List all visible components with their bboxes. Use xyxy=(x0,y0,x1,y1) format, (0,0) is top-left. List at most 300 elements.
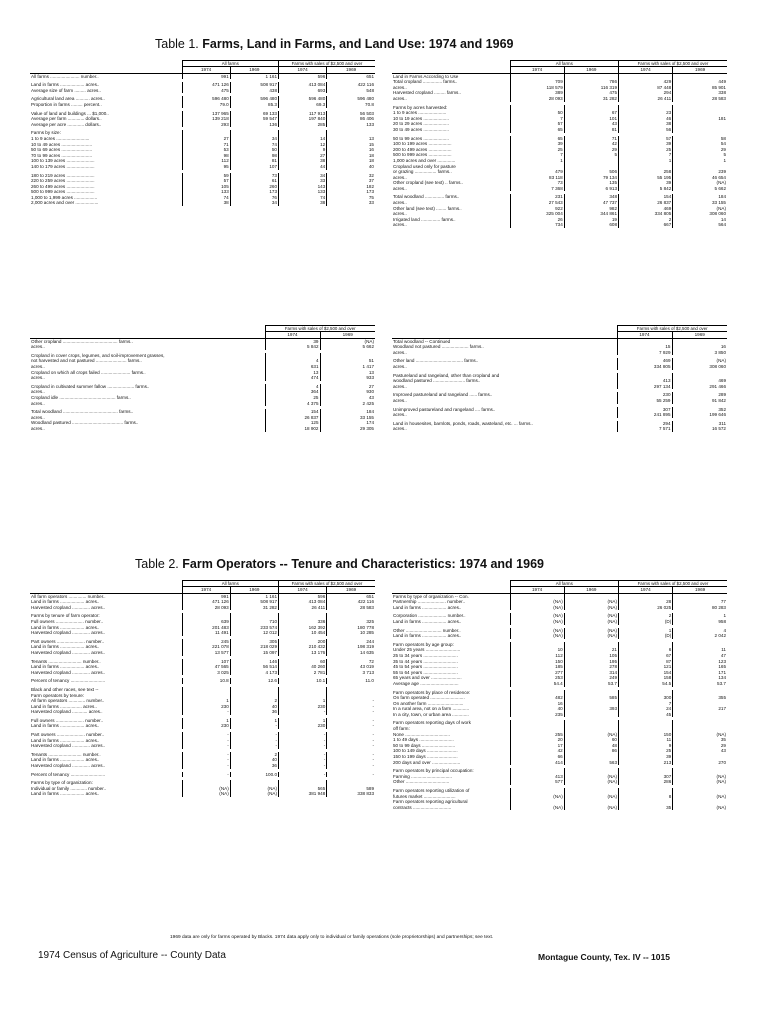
row-label: Other ............................ number.. xyxy=(393,627,461,633)
row-label: acres.. xyxy=(31,363,45,369)
cell-value: 40 xyxy=(327,164,375,170)
cell-value: 2 042 xyxy=(673,633,727,639)
cell-value: 3 713 xyxy=(327,670,375,676)
row-label: acres.. xyxy=(393,412,407,418)
cell-value: 325 004 xyxy=(510,211,564,217)
cell-value: 260 xyxy=(230,184,278,190)
cell-value: (NA) xyxy=(564,633,618,639)
cell-value: 1 161 xyxy=(230,593,278,599)
cell-value: 596 480 xyxy=(327,96,375,102)
row-label: Value of land and buildings ... $1,000.. xyxy=(31,110,109,116)
row-label: None ................................... xyxy=(393,731,450,737)
year-header: 1974 xyxy=(619,67,673,74)
cell-value: (NA) xyxy=(230,791,278,797)
row-label: 200 to 499 acres .................. xyxy=(393,146,452,152)
cell-value: 139 218 xyxy=(182,116,230,122)
table1-title xyxy=(155,37,513,51)
cell-value: 33 155 xyxy=(320,415,375,421)
cell-value: 105 xyxy=(182,184,230,190)
cell-value: 34 xyxy=(230,136,278,142)
cell-value: 469 xyxy=(672,378,727,384)
cell-value: 8 xyxy=(619,794,673,800)
cell-value: 651 xyxy=(327,593,375,599)
cell-value: 182 xyxy=(327,184,375,190)
cell-value: 50 xyxy=(510,110,564,116)
cell-value: 200 xyxy=(279,639,327,645)
cell-value: 57 xyxy=(510,121,564,127)
table-row xyxy=(30,791,375,797)
cell-value: 112 xyxy=(510,653,564,659)
row-label: Part owners ...................... number.. xyxy=(31,638,105,644)
cell-value: 201 483 xyxy=(182,625,230,631)
cell-value: 3 025 xyxy=(182,670,230,676)
cell-value: (NA) xyxy=(510,599,564,605)
cell-value: 118 579 xyxy=(510,85,564,91)
cell-value: 230 xyxy=(182,704,230,710)
cell-value: 195 xyxy=(564,659,618,665)
cell-value: 25 xyxy=(510,147,564,153)
cell-value: 1 161 xyxy=(230,73,278,79)
cell-value: 293 xyxy=(182,122,230,128)
cell-value: 3 850 xyxy=(672,350,727,356)
cell-value: 174 xyxy=(320,420,375,426)
row-label: Land in farms ................... acres.. xyxy=(31,791,100,797)
cell-value: (NA) xyxy=(673,779,727,785)
cell-value: 181 xyxy=(673,116,727,122)
cell-value: 36 xyxy=(230,763,278,769)
table1-lower-right-panel xyxy=(392,325,727,432)
year-header: 1969 xyxy=(230,67,278,74)
cell-value: (NA) xyxy=(510,628,564,634)
cell-value: 69 133 xyxy=(230,111,278,117)
cell-value: 26 837 xyxy=(265,415,320,421)
cell-value: 1 xyxy=(230,718,278,724)
cell-value: - xyxy=(182,732,230,738)
cell-value: 311 xyxy=(672,421,727,427)
cell-value: (NA) xyxy=(510,619,564,625)
cell-value: 235 xyxy=(510,712,564,718)
cell-value: 81 xyxy=(564,127,618,133)
cell-value: 438 xyxy=(230,88,278,94)
row-label: acres.. xyxy=(31,414,45,420)
row-label: 35 to 44 years ........................... xyxy=(393,658,458,664)
cell-value: 43 019 xyxy=(327,664,375,670)
row-label: Land in housesites, barnlots, ponds, roads, wasteland, etc. ... farms.. xyxy=(393,420,533,426)
table-row xyxy=(392,222,727,228)
cell-value: 12.6 xyxy=(230,678,278,684)
cell-value: 107 xyxy=(182,659,230,665)
cell-value: - xyxy=(327,772,375,778)
cell-value: 25 xyxy=(619,748,673,754)
cell-value: 28 xyxy=(619,599,673,605)
cell-value: 13 577 xyxy=(182,650,230,656)
cell-value: 117 913 xyxy=(279,111,327,117)
row-label: Total woodland -- Continued xyxy=(393,338,451,344)
cell-value: (NA) xyxy=(673,732,727,738)
cell-value: - xyxy=(279,709,327,715)
cell-value: 11.0 xyxy=(327,678,375,684)
cell-value: 218 029 xyxy=(230,644,278,650)
cell-value: - xyxy=(327,732,375,738)
header-spacer xyxy=(30,587,182,594)
cell-value: 469 xyxy=(619,206,673,212)
cell-value: 471 126 xyxy=(182,82,230,88)
cell-value: 69.3 xyxy=(279,102,327,108)
cell-value: 43 xyxy=(673,748,727,754)
cell-value: 475 xyxy=(564,90,618,96)
cell-value: (NA) xyxy=(564,774,618,780)
cell-value: 39 xyxy=(265,338,320,344)
row-label: 500 to 999 acres ...................... xyxy=(31,189,95,195)
cell-value: 38 xyxy=(619,121,673,127)
cell-value: 210 432 xyxy=(279,644,327,650)
row-label: 10 to 49 acres ........................ xyxy=(31,141,93,147)
cell-value: 344 861 xyxy=(564,211,618,217)
cell-value: - xyxy=(279,772,327,778)
cell-value: - xyxy=(327,723,375,729)
year-header: 1974 xyxy=(279,587,327,594)
cell-value: 5 xyxy=(673,152,727,158)
header-spacer xyxy=(392,587,510,594)
cell-value: 76 xyxy=(230,195,278,201)
row-label: acres.. xyxy=(393,211,407,217)
cell-value: 133 xyxy=(327,122,375,128)
cell-value: 325 xyxy=(327,619,375,625)
row-label: Black and other races, see text -- xyxy=(31,686,99,692)
cell-value: 5 842 xyxy=(619,186,673,192)
cell-value: 286 xyxy=(619,779,673,785)
table2-title-lead: Table 2. xyxy=(135,557,179,571)
group-header: All farms xyxy=(510,61,619,67)
group-header: Farms with sales of $2,500 and over xyxy=(619,581,728,587)
cell-value: 13 176 xyxy=(279,650,327,656)
cell-value: 608 xyxy=(564,222,618,228)
cell-value: 33 xyxy=(279,178,327,184)
cell-value: 35 xyxy=(619,805,673,811)
cell-value: - xyxy=(327,718,375,724)
cell-value: 348 xyxy=(564,194,618,200)
row-label: 1 to 9 acres ...................... xyxy=(393,110,447,116)
cell-value: 47 737 xyxy=(564,200,618,206)
row-label: woodland pastured ......................... farms.. xyxy=(393,378,481,384)
cell-value: - xyxy=(279,732,327,738)
cell-value: 34 xyxy=(279,173,327,179)
cell-value: 37 xyxy=(327,178,375,184)
cell-value: 475 xyxy=(182,88,230,94)
cell-value: 13 xyxy=(327,136,375,142)
cell-value: 143 xyxy=(279,184,327,190)
cell-value: 26 411 xyxy=(279,605,327,611)
cell-value: (NA) xyxy=(320,338,375,344)
table2-left-panel xyxy=(30,580,375,797)
header-spacer xyxy=(392,67,510,74)
cell-value: 54.5 xyxy=(619,681,673,687)
cell-value: 585 xyxy=(564,695,618,701)
cell-value: 4 xyxy=(265,358,320,364)
cell-value: 334 805 xyxy=(617,364,672,370)
cell-value: 13 xyxy=(265,370,320,376)
cell-value: 413 084 xyxy=(279,82,327,88)
cell-value: 27 xyxy=(279,153,327,159)
year-header: 1969 xyxy=(673,587,727,594)
year-header: 1969 xyxy=(564,587,618,594)
cell-value: 116 319 xyxy=(564,85,618,91)
cell-value: 414 xyxy=(510,760,564,766)
cell-value: 72 xyxy=(327,659,375,665)
cell-value: 308 060 xyxy=(672,364,727,370)
cell-value: 173 xyxy=(327,189,375,195)
cell-value: 297 134 xyxy=(617,384,672,390)
cell-value: 39 xyxy=(510,141,564,147)
year-header: 1969 xyxy=(673,67,727,74)
footnote: 1969 data are only for farms operated by Blacks. 1974 data apply only to individual or family operations (sole proprietorships) and partnerships; see text. xyxy=(170,935,494,940)
cell-value: 305 xyxy=(230,639,278,645)
cell-value: (NA) xyxy=(564,613,618,619)
cell-value: 6 913 xyxy=(564,186,618,192)
cell-value: 86 406 xyxy=(327,116,375,122)
year-header: 1969 xyxy=(327,587,375,594)
cell-value: 14 xyxy=(279,136,327,142)
cell-value: 162 392 xyxy=(279,625,327,631)
row-label: On farm operated ........................... xyxy=(393,695,465,701)
cell-value: 146 xyxy=(230,659,278,665)
row-label: Farm operators by tenure: xyxy=(31,692,85,698)
cell-value: 1 xyxy=(619,158,673,164)
row-label: Farm operators by principal occupation: xyxy=(393,768,474,774)
cell-value: 35 xyxy=(673,737,727,743)
cell-value: 60 xyxy=(279,659,327,665)
cell-value: 40 xyxy=(230,757,278,763)
cell-value: (NA) xyxy=(672,358,727,364)
table-row xyxy=(30,200,375,206)
cell-value: 255 xyxy=(510,732,564,738)
cell-value: 429 xyxy=(619,79,673,85)
row-label: Cropland in cover crops, legumes, and soil-improvement grasses, xyxy=(31,352,165,358)
data-table xyxy=(30,60,375,206)
row-label: 1,000 acres and over .............. xyxy=(393,157,456,163)
cell-value: 479 xyxy=(510,169,564,175)
cell-value: 158 xyxy=(619,675,673,681)
cell-value: 14 xyxy=(673,217,727,223)
row-label: Land in farms ................... acres.. xyxy=(31,599,100,605)
table1-right-panel xyxy=(392,60,727,228)
cell-value: 43 xyxy=(564,121,618,127)
cell-value: 107 xyxy=(230,164,278,170)
row-label: Farm operators by age group: xyxy=(393,641,454,647)
cell-value: 28 093 xyxy=(182,605,230,611)
row-label: Irrigated land ............... farms.. xyxy=(393,216,456,222)
cell-value: 413 084 xyxy=(279,599,327,605)
cell-value: 150 xyxy=(619,732,673,738)
table1-title-text: Farms, Land in Farms, and Land Use: 1974 and 1969 xyxy=(202,37,514,51)
row-label: Other cropland (see text) .. farms.. xyxy=(393,180,463,186)
cell-value: 291 466 xyxy=(672,384,727,390)
cell-value: 184 xyxy=(673,194,727,200)
row-label: acres.. xyxy=(393,363,407,369)
row-label: Other land ..................................... farms.. xyxy=(393,358,479,364)
cell-value: 42 xyxy=(564,141,618,147)
cell-value: 294 xyxy=(619,90,673,96)
row-label: Land in farms ................... acres.. xyxy=(31,737,100,743)
cell-value: 355 xyxy=(673,695,727,701)
row-label: All farm operators .............. number.. xyxy=(31,593,106,599)
row-label: Improved pastureland and rangeland ...... farms.. xyxy=(393,392,493,398)
row-label: acres.. xyxy=(393,95,407,101)
row-label: acres.. xyxy=(31,389,45,395)
row-label: Other land (see text) ........ farms.. xyxy=(393,205,462,211)
cell-value: 48 xyxy=(564,743,618,749)
cell-value: 47 565 xyxy=(182,664,230,670)
data-table xyxy=(392,325,727,432)
year-row xyxy=(392,332,727,339)
row-label: 50 to 69 acres ........................ xyxy=(31,147,93,153)
cell-value: 4 xyxy=(673,628,727,634)
table2-title xyxy=(135,557,544,571)
cell-value: 258 xyxy=(619,169,673,175)
year-header: 1974 xyxy=(619,587,673,594)
cell-value: 11 xyxy=(619,737,673,743)
row-label: Farm operators reporting days of work xyxy=(393,720,471,726)
cell-value: 154 xyxy=(619,194,673,200)
cell-value: 548 xyxy=(327,88,375,94)
year-row xyxy=(30,332,375,339)
data-table xyxy=(392,580,727,810)
row-label: acres.. xyxy=(393,383,407,389)
cell-value: 422 116 xyxy=(327,599,375,605)
cell-value: 26 411 xyxy=(619,96,673,102)
row-label: acres.. xyxy=(393,84,407,90)
cell-value: (NA) xyxy=(564,599,618,605)
row-label: Percent of tenancy ........................... xyxy=(31,771,106,777)
cell-value: 59 547 xyxy=(230,116,278,122)
cell-value: 44 xyxy=(279,164,327,170)
cell-value: 29 xyxy=(673,743,727,749)
cell-value: 38 xyxy=(279,158,327,164)
row-label: Harvested cropland .............. acres.. xyxy=(31,669,106,675)
year-header: 1969 xyxy=(672,332,727,339)
row-label: Land in farms ................... acres.. xyxy=(31,757,100,763)
cell-value: (NA) xyxy=(564,732,618,738)
cell-value: 74 xyxy=(230,142,278,148)
cell-value: - xyxy=(327,752,375,758)
cell-value: - xyxy=(182,743,230,749)
cell-value: 40 xyxy=(510,706,564,712)
cell-value: 474 xyxy=(265,375,320,381)
cell-value: 10 454 xyxy=(279,630,327,636)
row-label: 45 to 54 years ........................... xyxy=(393,664,458,670)
cell-value: 389 xyxy=(510,90,564,96)
cell-value: 25 xyxy=(619,147,673,153)
cell-value: 239 xyxy=(673,169,727,175)
cell-value: 47 xyxy=(673,653,727,659)
row-label: Tenants .......................... number.. xyxy=(31,658,101,664)
cell-value: 71 xyxy=(182,142,230,148)
table1-lower-left-panel xyxy=(30,325,375,432)
row-label: Cropland in cultivated summer fallow ..................... farms.. xyxy=(31,383,150,389)
cell-value: 75 xyxy=(327,195,375,201)
cell-value: 2 xyxy=(619,613,673,619)
cell-value: 639 xyxy=(182,619,230,625)
cell-value: 123 xyxy=(673,659,727,665)
cell-value: 18 902 xyxy=(265,426,320,432)
cell-value: - xyxy=(279,743,327,749)
cell-value: 23 xyxy=(619,110,673,116)
row-label: In a rural area, not on a farm ............. xyxy=(393,706,470,712)
cell-value: 1 xyxy=(673,613,727,619)
row-label: 150 to 199 days ........................ xyxy=(393,754,458,760)
cell-value: 230 xyxy=(279,704,327,710)
cell-value: 86 xyxy=(564,748,618,754)
row-label: Farms by type of organization: xyxy=(31,780,93,786)
row-label: Unimproved pastureland and rangeland .... farms.. xyxy=(393,406,496,412)
cell-value: 270 xyxy=(673,760,727,766)
header-spacer xyxy=(392,332,617,339)
footer-county-page: Montague County, Tex. IV -- 1015 xyxy=(538,952,670,962)
row-label: Harvested cropland .............. acres.. xyxy=(31,743,106,749)
cell-value: 241 895 xyxy=(617,412,672,418)
row-label: Tenants .......................... number.. xyxy=(31,751,101,757)
cell-value: 289 xyxy=(672,392,727,398)
cell-value: 2 425 xyxy=(320,401,375,407)
cell-value: - xyxy=(327,738,375,744)
cell-value: - xyxy=(327,698,375,704)
cell-value: - xyxy=(182,738,230,744)
cell-value: 982 xyxy=(564,206,618,212)
cell-value: 506 xyxy=(564,169,618,175)
cell-value: (NA) xyxy=(564,605,618,611)
cell-value: 171 xyxy=(673,670,727,676)
row-label: acres.. xyxy=(393,185,407,191)
cell-value: 79 134 xyxy=(564,175,618,181)
cell-value: 180 778 xyxy=(327,625,375,631)
cell-value: (NA) xyxy=(510,613,564,619)
cell-value: 5 662 xyxy=(673,186,727,192)
cell-value: - xyxy=(230,743,278,749)
cell-value: 9 xyxy=(619,743,673,749)
cell-value: 245 xyxy=(182,639,230,645)
row-label: 260 to 499 acres ...................... xyxy=(31,183,95,189)
cell-value: 565 xyxy=(279,786,327,792)
row-label: contracts .............................. xyxy=(393,804,452,810)
cell-value: 39 xyxy=(619,754,673,760)
cell-value: (NA) xyxy=(564,779,618,785)
row-label: 20 to 29 acres .................... xyxy=(393,121,449,127)
cell-value: 10 xyxy=(510,647,564,653)
row-label: Proportion in farms ......... percent.. xyxy=(31,101,102,107)
cell-value: 154 xyxy=(619,670,673,676)
year-header: 1969 xyxy=(230,587,278,594)
year-header: 1974 xyxy=(510,67,564,74)
cell-value: 57 xyxy=(619,136,673,142)
row-label: Harvested cropland ......... farms.. xyxy=(393,90,461,96)
cell-value: 15 xyxy=(617,344,672,350)
cell-value: 87 xyxy=(619,659,673,665)
table1-title-lead: Table 1. xyxy=(155,37,199,51)
cell-value: 285 xyxy=(279,122,327,128)
cell-value: 381 948 xyxy=(279,791,327,797)
cell-value: 67 xyxy=(564,110,618,116)
row-label: 180 to 219 acres ...................... xyxy=(31,172,95,178)
cell-value: (NA) xyxy=(182,786,230,792)
cell-value: 55 259 xyxy=(617,398,672,404)
cell-value: 307 xyxy=(619,774,673,780)
cell-value: 58 xyxy=(673,136,727,142)
cell-value: 5 842 xyxy=(265,344,320,350)
cell-value: 135 xyxy=(564,180,618,186)
row-label: 25 to 34 years ........................... xyxy=(393,652,458,658)
row-label: In a city, town, or urban area ............. xyxy=(393,711,469,717)
cell-value: 28 583 xyxy=(673,96,727,102)
